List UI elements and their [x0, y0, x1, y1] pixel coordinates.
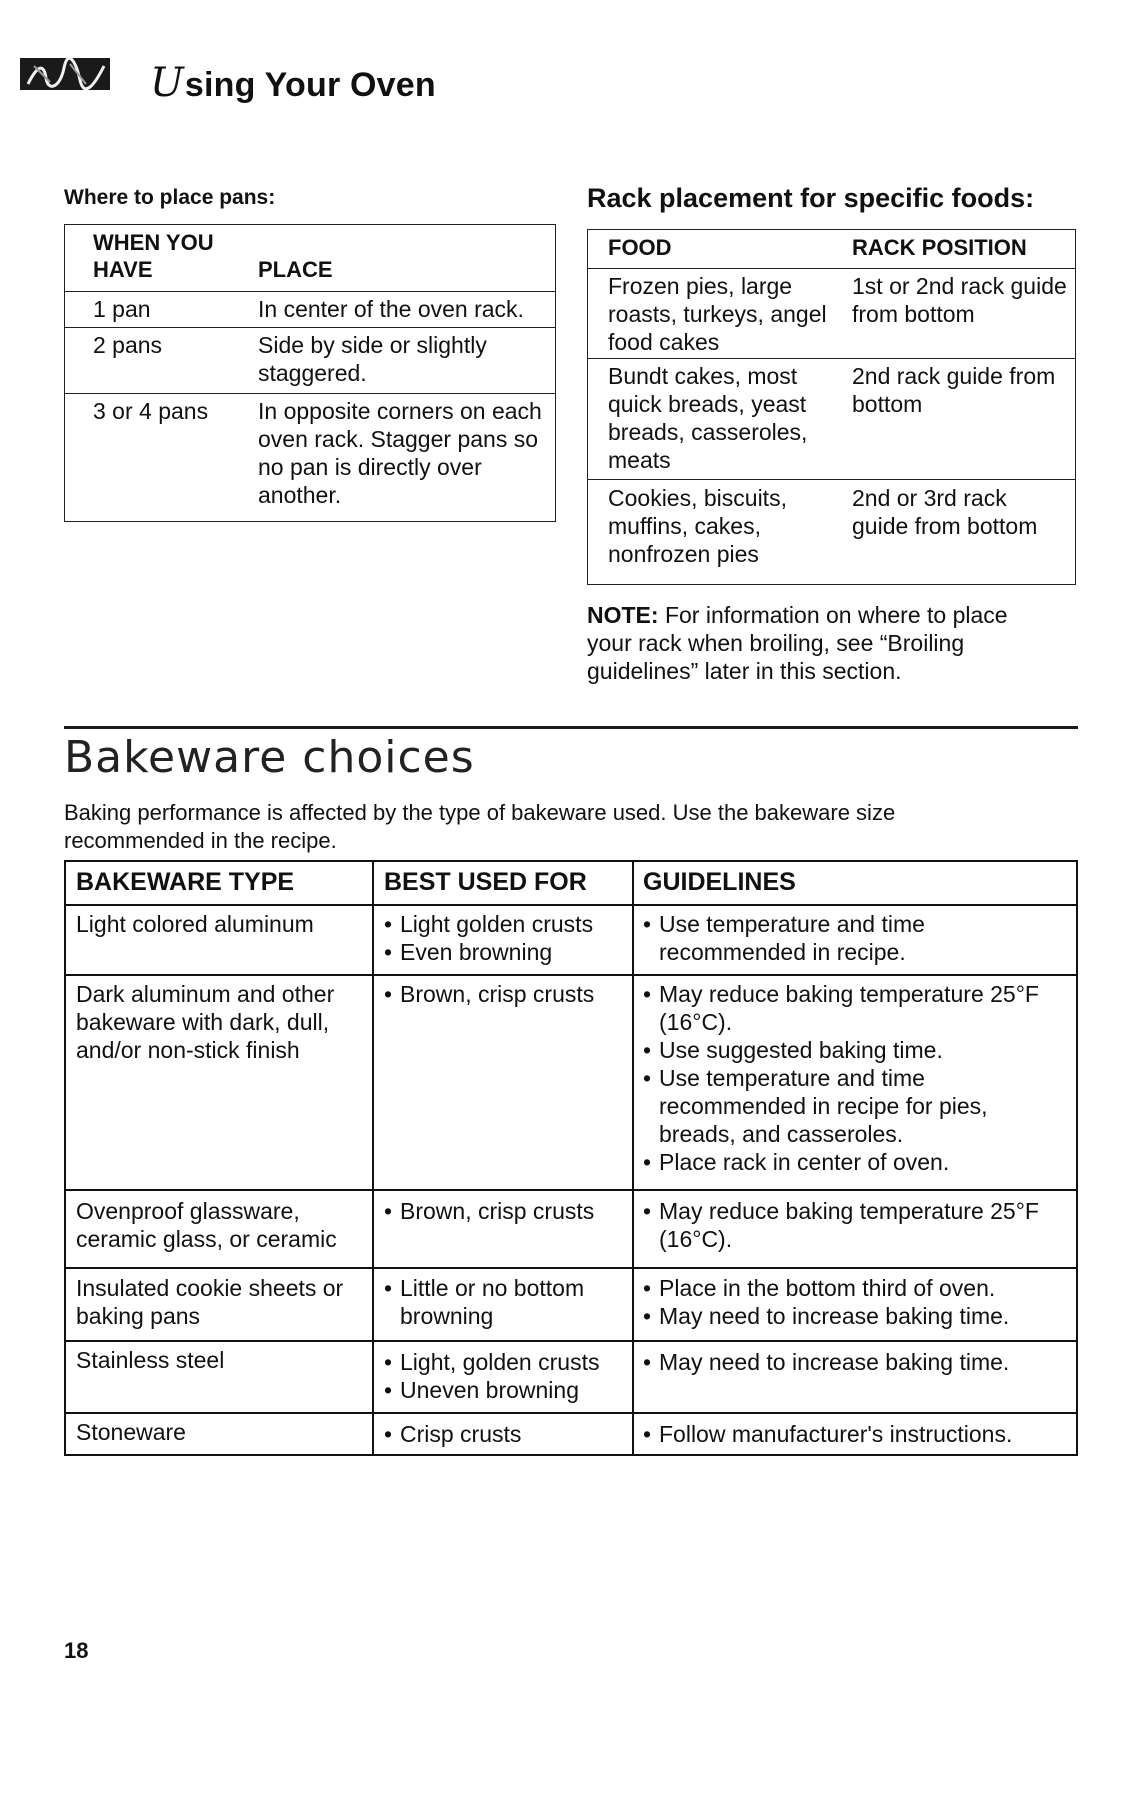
guidelines-list	[643, 1348, 1063, 1376]
guidelines-list	[643, 1197, 1063, 1253]
guidelines-list	[643, 1274, 1063, 1330]
rack-header-position: RACK POSITION	[852, 235, 1027, 260]
rack-food-cell: Bundt cakes, most quick breads, yeast breads, casseroles, meats	[608, 363, 808, 473]
table-row	[588, 479, 1075, 480]
list-item: • Use temperature and time recommended in recipe for pies, breads, and casseroles.	[643, 1064, 1063, 1148]
bakeware-heading: Bakeware choices	[64, 732, 475, 783]
rack-position-cell: 1st or 2nd rack guide from bottom	[852, 273, 1067, 327]
bakeware-type-cell: Light colored aluminum	[76, 911, 314, 937]
best-used-list	[384, 1420, 624, 1448]
table-row	[66, 1412, 1076, 1414]
list-item: • Crisp crusts	[384, 1420, 624, 1448]
table-row	[66, 1189, 1076, 1191]
bakeware-type-cell: Dark aluminum and other bakeware with dark, dull, and/or non-stick finish	[76, 981, 335, 1063]
table-row	[66, 1267, 1076, 1269]
bakeware-header-type: BAKEWARE TYPE	[76, 868, 295, 896]
page-title	[150, 60, 436, 106]
pans-have-cell: 3 or 4 pans	[93, 398, 209, 424]
rack-position-cell: 2nd rack guide from bottom	[852, 363, 1056, 417]
guidelines-list	[643, 910, 1063, 966]
title-text: sing Your Oven	[184, 66, 436, 104]
section-divider	[64, 726, 1078, 729]
page-number: 18	[64, 1638, 89, 1663]
table-row	[66, 974, 1076, 976]
pans-have-cell: 2 pans	[93, 332, 163, 358]
list-item: • Light, golden crusts	[384, 1348, 624, 1376]
rack-position-cell: 2nd or 3rd rack guide from bottom	[852, 485, 1038, 539]
list-item: • Even browning	[384, 938, 624, 966]
pans-table	[64, 224, 556, 522]
note-text: For information on where to place your rack when broiling, see “Broiling guidelines” later in this section.	[587, 602, 1008, 684]
list-item: • May need to increase baking time.	[643, 1302, 1063, 1330]
bakeware-type-cell: Insulated cookie sheets or baking pans	[76, 1275, 344, 1329]
list-item: • Place rack in center of oven.	[643, 1148, 1063, 1176]
pans-have-cell: 1 pan	[93, 296, 151, 322]
broiling-note	[587, 601, 1057, 685]
rack-placement-heading: Rack placement for specific foods:	[587, 183, 1035, 213]
pans-header-have: WHEN YOU HAVE	[93, 230, 214, 282]
bakeware-type-cell: Stainless steel	[76, 1347, 225, 1373]
table-row	[66, 904, 1076, 906]
list-item: • May need to increase baking time.	[643, 1348, 1063, 1376]
list-item: • Use suggested baking time.	[643, 1036, 1063, 1064]
table-row	[65, 393, 555, 394]
rack-header-food: FOOD	[608, 235, 672, 260]
bakeware-type-cell: Ovenproof glassware, ceramic glass, or ceramic	[76, 1198, 337, 1252]
column-divider	[632, 862, 634, 1454]
bakeware-type-cell: Stoneware	[76, 1419, 186, 1445]
column-divider	[372, 862, 374, 1454]
list-item: • Place in the bottom third of oven.	[643, 1274, 1063, 1302]
pans-header-place: PLACE	[258, 257, 333, 282]
rack-table	[587, 229, 1076, 585]
pans-place-cell: In center of the oven rack.	[258, 296, 524, 322]
bakeware-header-guidelines: GUIDELINES	[643, 868, 796, 896]
best-used-list	[384, 910, 624, 966]
note-label: NOTE:	[587, 602, 659, 628]
list-item: • May reduce baking temperature 25°F (16°C).	[643, 1197, 1063, 1253]
list-item: • Follow manufacturer's instructions.	[643, 1420, 1063, 1448]
list-item: • Little or no bottom browning	[384, 1274, 624, 1330]
rack-food-cell: Frozen pies, large roasts, turkeys, angel food cakes	[608, 273, 827, 355]
best-used-list	[384, 980, 624, 1008]
best-used-list	[384, 1274, 624, 1330]
best-used-list	[384, 1348, 624, 1404]
table-row	[65, 291, 555, 292]
table-row	[588, 268, 1075, 269]
best-used-list	[384, 1197, 624, 1225]
bakeware-intro: Baking performance is affected by the type of bakeware used. Use the bakeware size recommended in the recipe.	[64, 800, 896, 853]
list-item: • Uneven browning	[384, 1376, 624, 1404]
pans-section-label: Where to place pans:	[64, 186, 276, 209]
list-item: • Brown, crisp crusts	[384, 1197, 624, 1225]
rack-food-cell: Cookies, biscuits, muffins, cakes, nonfrozen pies	[608, 485, 787, 567]
list-item: • May reduce baking temperature 25°F (16°C).	[643, 980, 1063, 1036]
table-row	[588, 358, 1075, 359]
guidelines-list	[643, 1420, 1063, 1448]
pans-place-cell: In opposite corners on each oven rack. Stagger pans so no pan is directly over another.	[258, 398, 542, 508]
table-row	[65, 327, 555, 328]
guidelines-list	[643, 980, 1063, 1176]
bakeware-table	[64, 860, 1078, 1456]
decorative-logo-icon	[20, 58, 110, 90]
list-item: • Use temperature and time recommended in recipe.	[643, 910, 1063, 966]
title-initial: U	[150, 60, 184, 106]
table-row	[66, 1340, 1076, 1342]
bakeware-header-best: BEST USED FOR	[384, 868, 587, 896]
pans-place-cell: Side by side or slightly staggered.	[258, 332, 487, 386]
list-item: • Light golden crusts	[384, 910, 624, 938]
list-item: • Brown, crisp crusts	[384, 980, 624, 1008]
